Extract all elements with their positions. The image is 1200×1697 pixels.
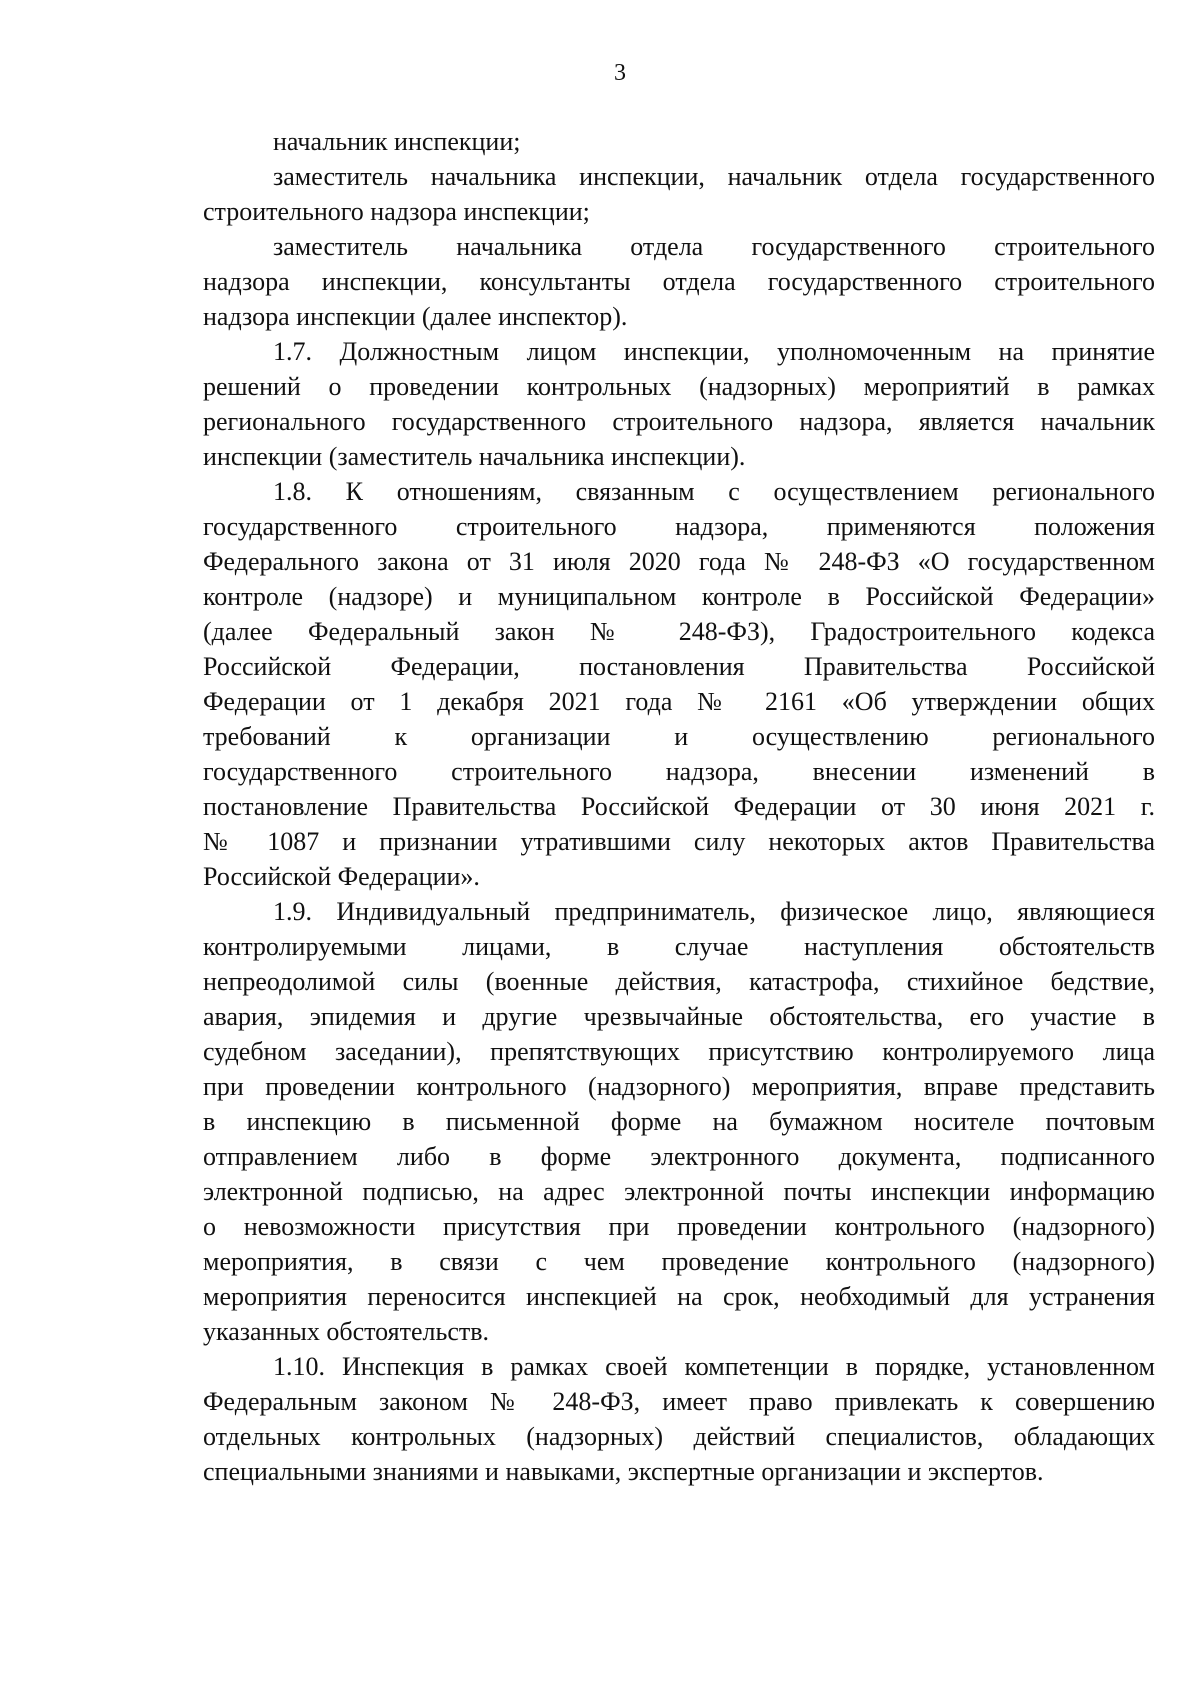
text-line: указанных обстоятельств. xyxy=(203,1317,490,1346)
paragraph-p3 xyxy=(203,229,1155,334)
text-line: электронной подписью, на адрес электронной почты инспекции информацию xyxy=(203,1177,1155,1206)
text-line: постановление Правительства Российской Федерации от 30 июня 2021 г. xyxy=(203,792,1155,821)
paragraph-p6 xyxy=(203,894,1155,1349)
text-line: (далее Федеральный закон № 248-ФЗ), Градостроительного кодекса xyxy=(203,617,1155,646)
text-line: отдельных контрольных (надзорных) действий специалистов, обладающих xyxy=(203,1422,1155,1451)
text-line: о невозможности присутствия при проведении контрольного (надзорного) xyxy=(203,1212,1155,1241)
text-line: решений о проведении контрольных (надзорных) мероприятий в рамках xyxy=(203,372,1155,401)
text-line: надзора инспекции (далее инспектор). xyxy=(203,302,628,331)
paragraph-p2 xyxy=(203,159,1155,229)
text-line: государственного строительного надзора, применяются положения xyxy=(203,512,1155,541)
text-line: при проведении контрольного (надзорного) мероприятия, вправе представить xyxy=(203,1072,1155,1101)
paragraph-p1 xyxy=(203,124,1155,159)
text-line: контроле (надзоре) и муниципальном контроле в Российской Федерации» xyxy=(203,582,1155,611)
text-line: строительного надзора инспекции; xyxy=(203,197,590,226)
text-line: в инспекцию в письменной форме на бумажном носителе почтовым xyxy=(203,1107,1155,1136)
paragraph-p5 xyxy=(203,474,1155,894)
text-line: заместитель начальника инспекции, начальник отдела государственного xyxy=(273,162,1155,191)
text-line: заместитель начальника отдела государственного строительного xyxy=(273,232,1155,261)
text-line: специальными знаниями и навыками, экспертные организации и экспертов. xyxy=(203,1457,1044,1486)
text-line: 1.9. Индивидуальный предприниматель, физическое лицо, являющиеся xyxy=(273,897,1155,926)
text-line: 1.7. Должностным лицом инспекции, уполномоченным на принятие xyxy=(273,337,1155,366)
text-line: отправлением либо в форме электронного документа, подписанного xyxy=(203,1142,1155,1171)
text-line: государственного строительного надзора, внесении изменений в xyxy=(203,757,1155,786)
text-line: надзора инспекции, консультанты отдела государственного строительного xyxy=(203,267,1155,296)
text-line: мероприятия переносится инспекцией на срок, необходимый для устранения xyxy=(203,1282,1155,1311)
text-line: № 1087 и признании утратившими силу некоторых актов Правительства xyxy=(203,827,1155,856)
paragraph-p7 xyxy=(203,1349,1155,1489)
text-line: требований к организации и осуществлению регионального xyxy=(203,722,1155,751)
text-line: 1.8. К отношениям, связанным с осуществлением регионального xyxy=(273,477,1155,506)
text-line: инспекции (заместитель начальника инспекции). xyxy=(203,442,746,471)
text-line: 1.10. Инспекция в рамках своей компетенции в порядке, установленном xyxy=(273,1352,1155,1381)
text-line: непреодолимой силы (военные действия, катастрофа, стихийное бедствие, xyxy=(203,967,1155,996)
text-line: авария, эпидемия и другие чрезвычайные обстоятельства, его участие в xyxy=(203,1002,1155,1031)
text-line: Российской Федерации». xyxy=(203,862,480,891)
text-line: начальник инспекции; xyxy=(273,127,521,156)
text-line: Российской Федерации, постановления Правительства Российской xyxy=(203,652,1155,681)
page-number: 3 xyxy=(614,60,626,86)
document-body xyxy=(203,124,1155,1489)
text-line: Федерации от 1 декабря 2021 года № 2161 «Об утверждении общих xyxy=(203,687,1155,716)
paragraph-p4 xyxy=(203,334,1155,474)
text-line: контролируемыми лицами, в случае наступления обстоятельств xyxy=(203,932,1155,961)
text-line: регионального государственного строительного надзора, является начальник xyxy=(203,407,1155,436)
text-line: судебном заседании), препятствующих присутствию контролируемого лица xyxy=(203,1037,1155,1066)
text-line: Федеральным законом № 248-ФЗ, имеет право привлекать к совершению xyxy=(203,1387,1155,1416)
text-line: мероприятия, в связи с чем проведение контрольного (надзорного) xyxy=(203,1247,1155,1276)
text-line: Федерального закона от 31 июля 2020 года № 248-ФЗ «О государственном xyxy=(203,547,1155,576)
